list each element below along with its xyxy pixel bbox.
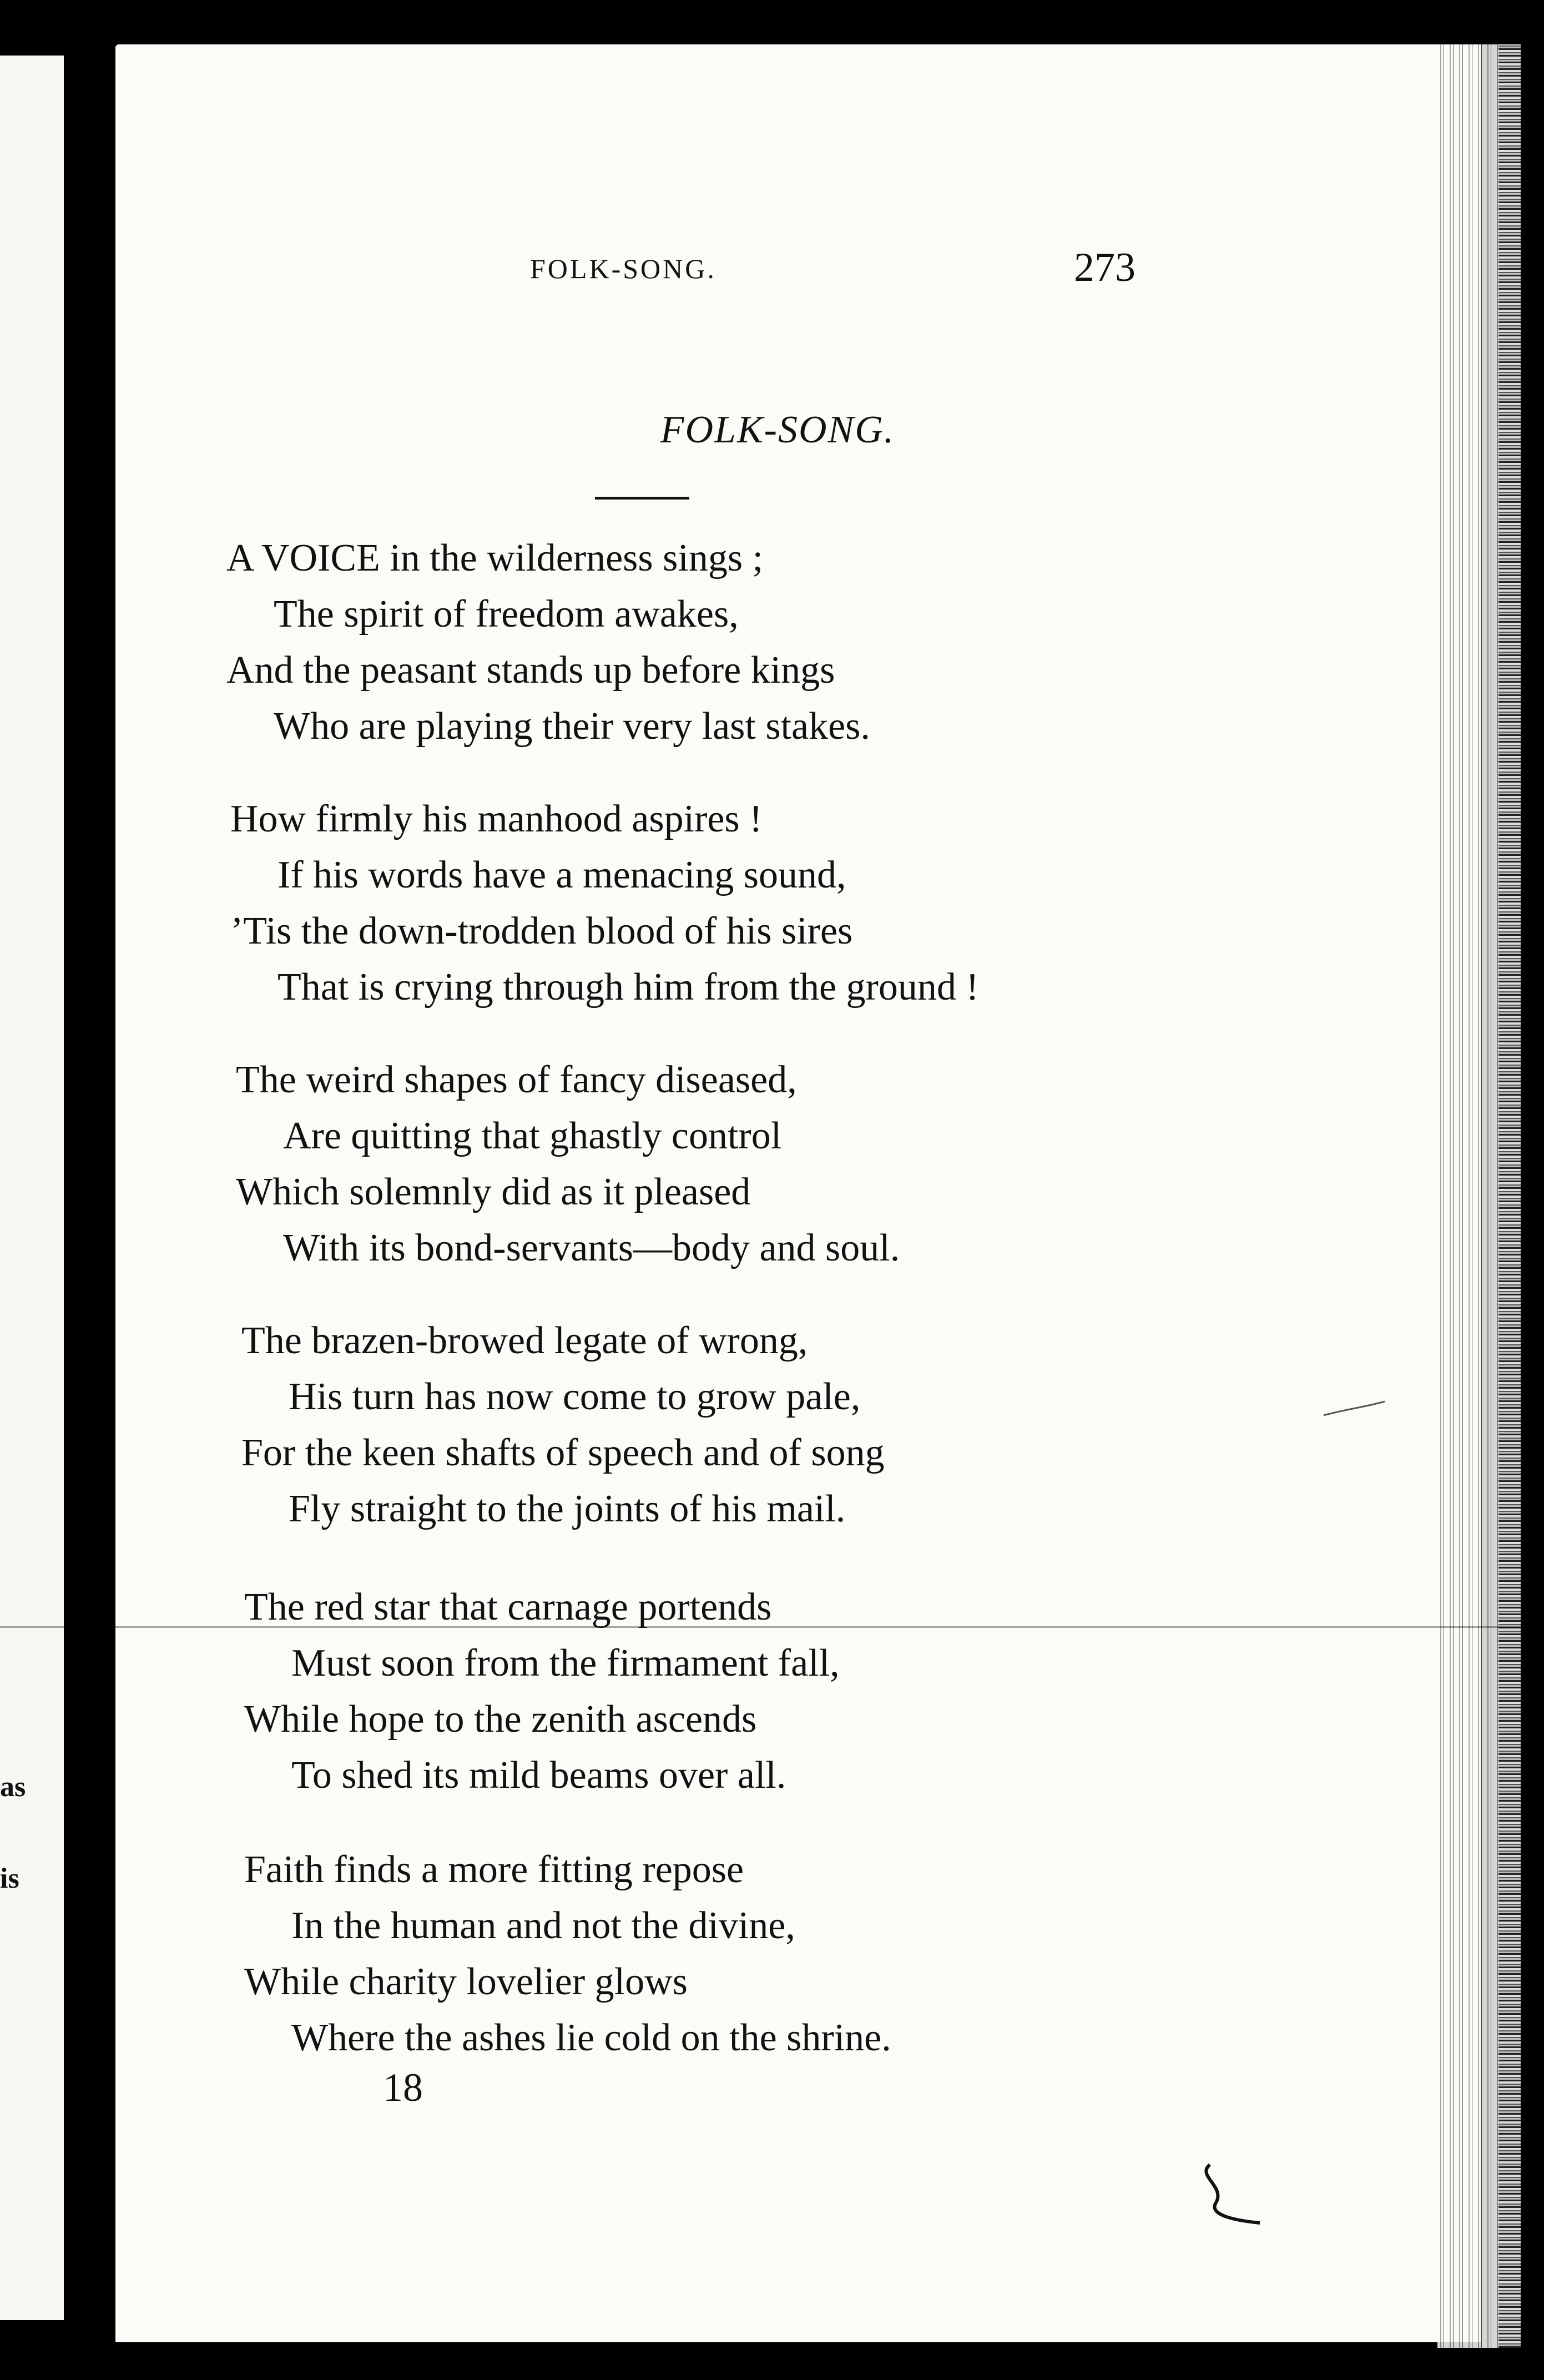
stanza-3 [236,1052,1512,1276]
stanza-6 [244,1842,1521,2066]
poem-line: While hope to the zenith ascends [244,1698,757,1741]
poem-line: Which solemnly did as it pleased [236,1171,751,1213]
book-gutter [67,44,117,2348]
poem-line: The red star that carnage portends [244,1586,772,1628]
stanza-2 [230,791,1507,1015]
poem-line: If his words have a menacing sound, [277,854,846,896]
facing-page-fragment: as [0,1771,26,1803]
running-head: FOLK-SONG. [530,253,717,284]
poem-line: With its bond-servants—body and soul. [283,1227,900,1269]
stanza-4 [241,1313,1518,1537]
facing-page-fragment: is [0,1863,19,1894]
poem-line: Faith finds a more fitting repose [244,1848,744,1891]
poem-line: For the keen shafts of speech and of song [241,1431,885,1474]
poem-line: The weird shapes of fancy diseased, [236,1058,797,1101]
poem-line: And the peasant stands up before kings [226,649,835,692]
pencil-dash-mark [1321,1399,1387,1421]
stanza-5 [244,1579,1521,1803]
poem-line: Are quitting that ghastly control [283,1115,782,1157]
poem-line: In the human and not the divine, [291,1904,795,1947]
title-rule [595,497,689,500]
page-number: 273 [1074,245,1136,290]
ink-squiggle-mark [1193,2154,1282,2242]
facing-page-strip [0,56,64,2320]
signature-mark: 18 [383,2065,423,2110]
poem-line: How firmly his manhood aspires ! [230,798,763,840]
poem-line: His turn has now come to grow pale, [289,1375,861,1418]
poem-line: Who are playing their very last stakes. [274,705,870,748]
poem-title: FOLK-SONG. [660,409,895,451]
poem-line: ’Tis the down-trodden blood of his sires [230,910,853,952]
poem-line: To shed its mild beams over all. [291,1754,786,1797]
poem-line: A VOICE in the wilderness sings ; [226,537,764,579]
poem-line: Where the ashes lie cold on the shrine. [291,2016,891,2059]
stanza-1 [226,530,1503,754]
poem-line: Must soon from the firmament fall, [291,1642,840,1685]
poem-line: That is crying through him from the ground ! [277,966,979,1009]
poem-line: The spirit of freedom awakes, [274,593,739,636]
poem-line: Fly straight to the joints of his mail. [289,1488,846,1530]
poem-line: While charity lovelier glows [244,1960,688,2003]
poem-line: The brazen-browed legate of wrong, [241,1319,808,1362]
